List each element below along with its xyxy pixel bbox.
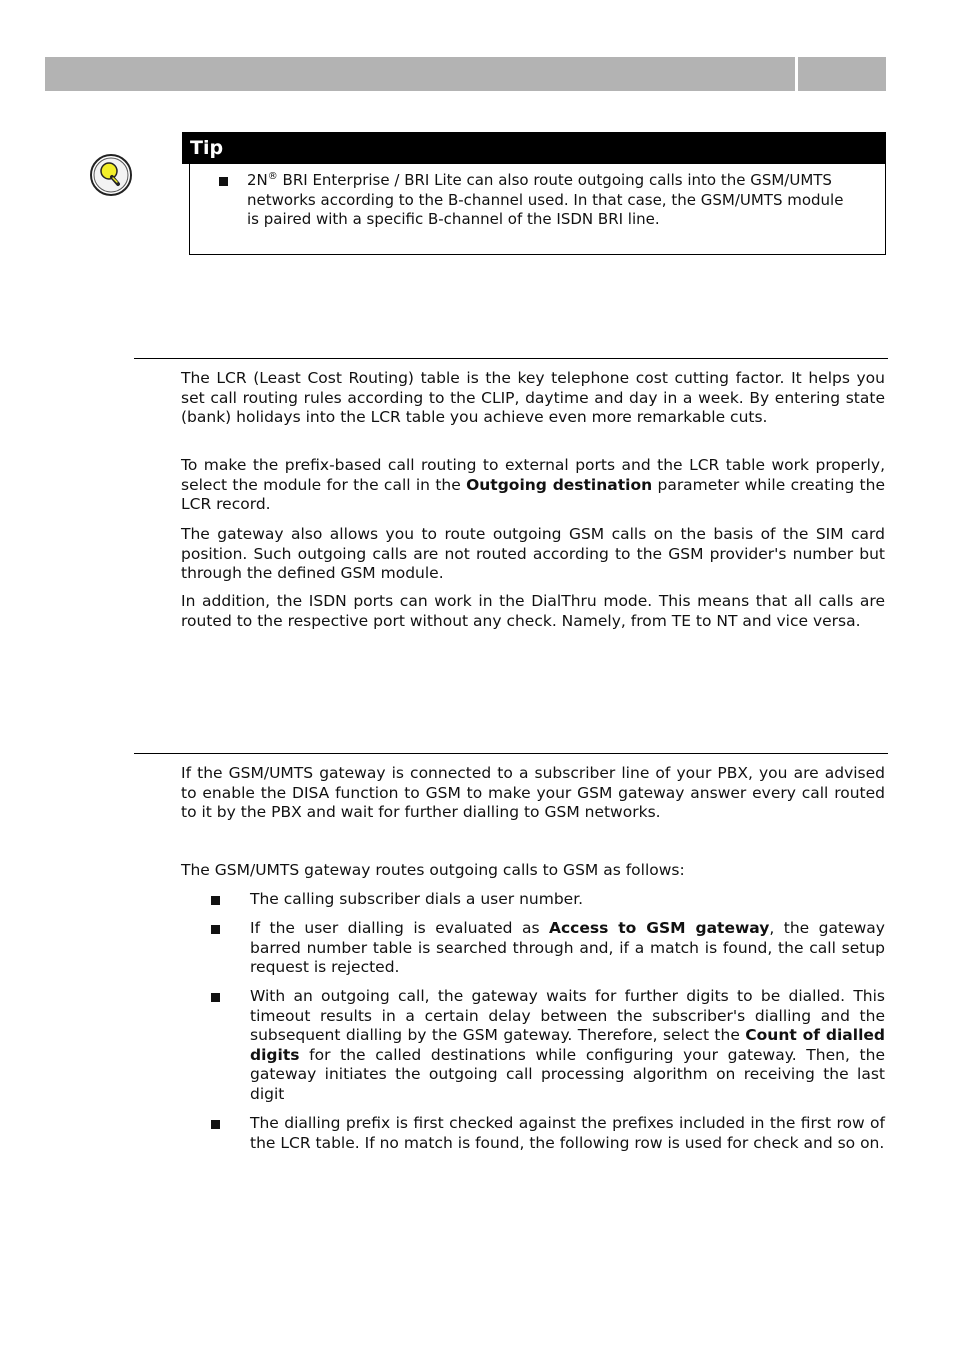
list-item: If the user dialling is evaluated as Access to GSM gateway, the gateway barred number table is searched through and, if a match is found, the call setup request is rejected. xyxy=(250,919,885,976)
lcr-paragraph-4: In addition, the ISDN ports can work in the DialThru mode. This means that all calls are routed to the respective port without any check. Namely, from TE to NT and vice versa. xyxy=(181,592,885,630)
bullet-icon xyxy=(211,925,220,934)
lcr-paragraph-2: To make the prefix-based call routing to external ports and the LCR table work properly, select the module for the call in the Outgoing destination parameter while creating the LCR record. xyxy=(181,456,885,513)
header-page-box xyxy=(798,57,886,91)
tip-text: 2N® BRI Enterprise / BRI Lite can also route outgoing calls into the GSM/UMTS networks according to the B-channel used. In that case, the GSM/UMTS module is paired with a specific B-channel of the ISDN BRI line. xyxy=(247,171,844,228)
list-item: The dialling prefix is first checked against the prefixes included in the first row of the LCR table. If no match is found, the following row is used for check and so on. xyxy=(250,1114,885,1152)
disa-paragraph-2: The GSM/UMTS gateway routes outgoing calls to GSM as follows: xyxy=(181,861,685,879)
list-item: With an outgoing call, the gateway waits for further digits to be dialled. This timeout results in a certain delay between the subscriber's dialling and the subsequent dialling by the GSM gateway. Therefore, select the Count of dialled digits for the called destinations while configuring your gateway. Then, the gateway initiates the outgoing call processing algorithm on receiving the last digit xyxy=(250,987,885,1103)
list-item: The calling subscriber dials a user number. xyxy=(250,890,584,908)
bullet-icon xyxy=(211,1120,220,1129)
header-bar xyxy=(45,57,795,91)
bullet-icon xyxy=(219,177,228,186)
section-divider xyxy=(134,358,888,359)
bullet-icon xyxy=(211,896,220,905)
tip-heading: Tip xyxy=(182,132,886,164)
lcr-paragraph-1: The LCR (Least Cost Routing) table is the key telephone cost cutting factor. It helps you set call routing rules according to the CLIP, daytime and day in a week. By entering state (bank) holidays into the LCR table you achieve even more remarkable cuts. xyxy=(181,369,885,426)
lightbulb-icon xyxy=(88,152,134,198)
bullet-icon xyxy=(211,993,220,1002)
lcr-paragraph-3: The gateway also allows you to route outgoing GSM calls on the basis of the SIM card position. Such outgoing calls are not routed according to the GSM provider's number but through the defined GSM module. xyxy=(181,525,885,582)
section-divider xyxy=(134,753,888,754)
disa-paragraph-1: If the GSM/UMTS gateway is connected to a subscriber line of your PBX, you are advised to enable the DISA function to GSM to make your GSM gateway answer every call routed to it by the PBX and wait for further dialling to GSM networks. xyxy=(181,764,885,821)
